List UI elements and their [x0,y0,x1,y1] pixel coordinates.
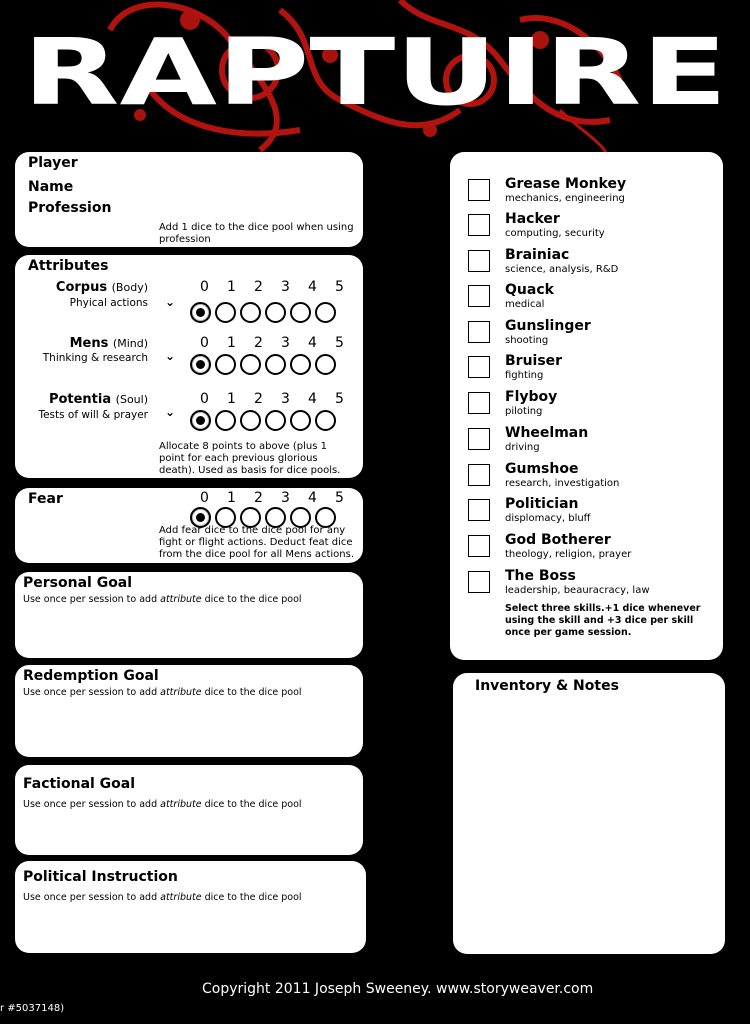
rating-radio[interactable] [315,410,336,431]
skill-checkbox[interactable] [468,285,490,307]
rating-radio[interactable] [240,410,261,431]
skill-checkbox[interactable] [468,356,490,378]
skill-checkbox[interactable] [468,392,490,414]
skills-note: Select three skills.+1 dice whenever using the skill and +3 dice per skill once per game session. [505,603,701,638]
corpus-label: Corpus (Body) [55,280,148,295]
rating-radio[interactable] [315,302,336,323]
inventory-title: Inventory & Notes [475,678,619,694]
skill-checkbox[interactable] [468,428,490,450]
skills-panel: Grease Monkey mechanics, engineering Hacker computing, security Brainiac science, analysis, R&D Quack medical Gunslinger shooting Bruiser fighting Flyboy piloting Wheelman driving Gumshoe research, investigation Politician displomacy, bluff God Botherer theology, religion, prayer The Boss leadership, beauracracy, law Select three skills.+1 dice whenever using the skill and +3 dice per skill once per game session. [450,152,723,660]
corpus-desc: Phyical actions [69,297,148,309]
player-panel [15,152,363,247]
rating-radio[interactable] [265,410,286,431]
factional-goal-panel[interactable] [15,765,363,855]
personal-goal-panel[interactable] [15,572,363,658]
skill-checkbox[interactable] [468,571,490,593]
skill-checkbox[interactable] [468,464,490,486]
political-instruction-panel[interactable] [15,861,366,953]
personal-goal-note: Use once per session to add attribute dice to the dice pool [23,594,302,605]
rapture-logo [0,0,750,160]
chevron-down-icon[interactable]: ⌄ [165,405,176,419]
rating-radio[interactable] [290,302,311,323]
player-title: Player [28,155,78,171]
rating-radio[interactable] [265,302,286,323]
skill-checkbox[interactable] [468,214,490,236]
chevron-down-icon[interactable]: ⌄ [165,349,176,363]
skill-checkbox[interactable] [468,499,490,521]
attributes-title: Attributes [28,258,109,274]
fear-title: Fear [28,491,63,507]
potentia-scale: 0 1 2 3 4 5 [200,391,344,407]
rating-radio[interactable] [215,410,236,431]
fear-scale: 0 1 2 3 4 5 [200,490,344,506]
skill-checkbox[interactable] [468,535,490,557]
rating-radio[interactable] [290,410,311,431]
redemption-goal-panel[interactable] [15,665,363,757]
corpus-rating [190,302,340,323]
profession-field-label[interactable]: Profession [28,200,112,216]
rating-radio[interactable] [215,302,236,323]
name-field-label[interactable]: Name [28,179,74,195]
rating-radio[interactable] [265,354,286,375]
rating-radio[interactable] [190,354,211,375]
skill-checkbox[interactable] [468,321,490,343]
factional-goal-note: Use once per session to add attribute dice to the dice pool [23,799,302,810]
skill-checkbox[interactable] [468,179,490,201]
rating-radio[interactable] [315,354,336,375]
rating-radio[interactable] [190,410,211,431]
potentia-desc: Tests of will & prayer [38,409,148,421]
political-instruction-note: Use once per session to add attribute dice to the dice pool [23,892,302,903]
redemption-goal-title: Redemption Goal [23,668,159,684]
chevron-down-icon[interactable]: ⌄ [165,295,176,309]
inventory-panel[interactable] [453,673,725,954]
potentia-rating [190,410,340,431]
attributes-note: Allocate 8 points to above (plus 1 point for each previous glorious death). Used as basis for dice pools. [159,441,341,476]
personal-goal-title: Personal Goal [23,575,133,591]
copyright-footer: Copyright 2011 Joseph Sweeney. www.storyweaver.com [202,981,594,997]
profession-note: Add 1 dice to the dice pool when using profession [159,222,354,245]
potentia-label: Potentia (Soul) [48,392,148,407]
rating-radio[interactable] [215,354,236,375]
corner-id-text: r #5037148) [0,1003,65,1014]
redemption-goal-note: Use once per session to add attribute dice to the dice pool [23,687,302,698]
fear-panel [15,488,363,563]
rating-radio[interactable] [290,354,311,375]
corpus-scale: 0 1 2 3 4 5 [200,279,344,295]
attributes-panel [15,255,363,478]
rating-radio[interactable] [240,354,261,375]
skill-checkbox[interactable] [468,250,490,272]
mens-label: Mens (Mind) [69,336,148,351]
rating-radio[interactable] [190,302,211,323]
factional-goal-title: Factional Goal [23,776,136,792]
mens-desc: Thinking & research [42,352,148,364]
rating-radio[interactable] [240,302,261,323]
political-instruction-title: Political Instruction [23,869,178,885]
mens-rating [190,354,340,375]
logo-text: RAPTUIRE [22,19,728,126]
mens-scale: 0 1 2 3 4 5 [200,335,344,351]
fear-note: Add fear dice to the dice pool for any fight or flight actions. Deduct feat dice from the dice pool for all Mens actions. [159,525,355,560]
